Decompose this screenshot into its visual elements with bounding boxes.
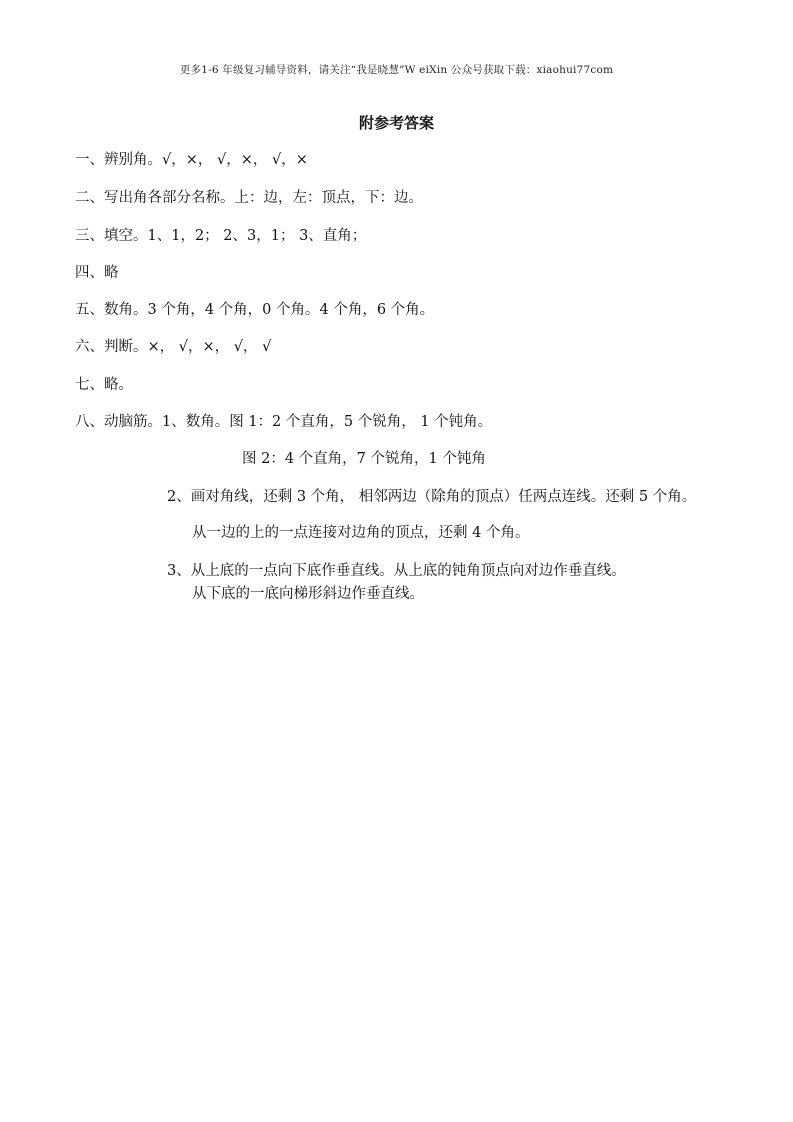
answer-line-8: 八、动脑筋。1、数角。图 1：2 个直角，5 个锐角， 1 个钝角。: [75, 414, 493, 430]
answer-line-6: 六、判断。×， √，×， √， √: [75, 339, 272, 355]
answer-line-8-part-2-alt: 从一边的上的一点连接对边角的顶点，还剩 4 个角。: [192, 525, 530, 541]
answer-line-8-part-2: 2、画对角线，还剩 3 个角， 相邻两边（除角的顶点）任两点连线。还剩 5 个角。: [167, 489, 697, 505]
answer-line-4: 四、略: [75, 265, 119, 281]
answer-line-3: 三、填空。1、1，2； 2、3，1； 3、直角；: [75, 228, 367, 244]
answer-line-2: 二、写出角各部分名称。上：边，左：顶点，下：边。: [75, 190, 423, 206]
answer-line-8-part-3-alt: 从下底的一底向梯形斜边作垂直线。: [192, 586, 424, 602]
answer-line-1: 一、辨别角。√，×， √，×， √，×: [75, 152, 308, 168]
page-header: 更多1-6 年级复习辅导资料，请关注“我是晓慧”W eiXin 公众号获取下载：xiaohui77com: [179, 64, 614, 76]
answer-line-8-part-3: 3、从上底的一点向下底作垂直线。从上底的钝角顶点向对边作垂直线。: [167, 563, 626, 579]
page-title: 附参考答案: [358, 114, 434, 132]
answer-line-8-figure-2: 图 2：4 个直角，7 个锐角，1 个钝角: [242, 451, 486, 467]
answer-line-5: 五、数角。3 个角，4 个角，0 个角。4 个角，6 个角。: [75, 302, 435, 318]
answer-line-7: 七、略。: [75, 377, 133, 393]
